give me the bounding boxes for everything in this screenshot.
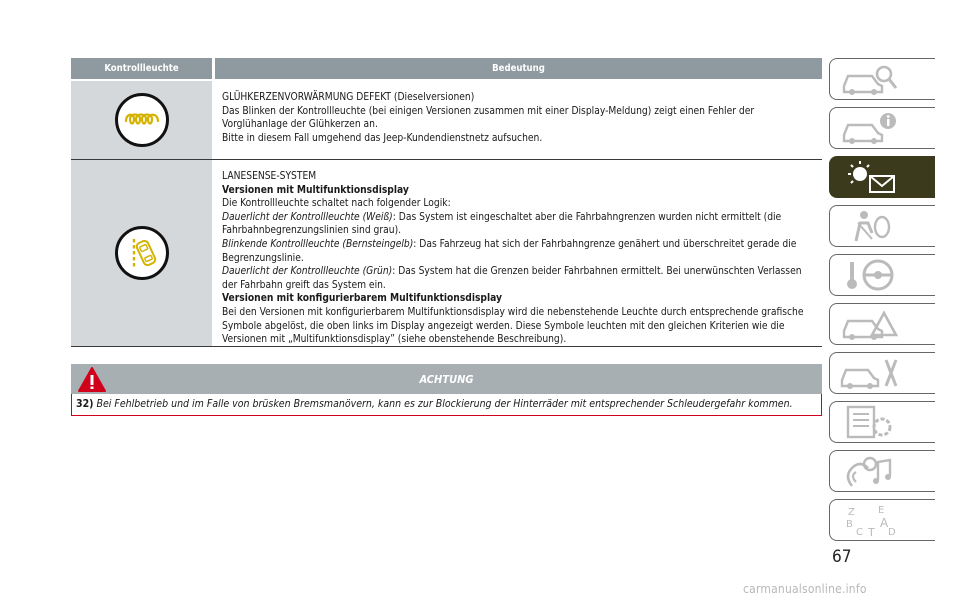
- page-number: 67: [832, 547, 852, 567]
- header-bedeutung: Bedeutung: [212, 58, 822, 79]
- emergency-icon: [838, 307, 902, 341]
- car-search-icon: [838, 62, 902, 96]
- tab-technical-data[interactable]: [829, 401, 935, 443]
- index-icon: [838, 503, 902, 537]
- svg-text:B: B: [846, 519, 853, 530]
- tab-maintenance[interactable]: [829, 352, 935, 394]
- row1-title: GLÜHKERZENVORWÄRMUNG DEFEKT (Dieselversionen): [222, 92, 475, 103]
- row2-text-2: Bei den Versionen mit konfigurierbarem Multifunktionsdisplay wird die nebenstehende Leuchte durch entsprechende grafische Symbole abgelöst, die oben links im Display angezeigt werden. Diese Symbole leuchten mit den gleichen Kriterien wie die Versionen mit „Multifunktionsdisplay” (siehe obenstehende Beschreibung).: [222, 306, 804, 346]
- car-info-icon: [838, 111, 902, 145]
- lanesense-icon: [125, 236, 159, 270]
- steering-start-icon: [838, 258, 902, 292]
- row1-line2: Bitte in diesem Fall umgehend das Jeep-Kundendienstnetz aufsuchen.: [222, 132, 543, 144]
- item-label: Blinkende Kontrollleuchte (Bernsteingelb): [222, 238, 414, 250]
- svg-text:T: T: [868, 526, 875, 537]
- table-row: [71, 81, 822, 160]
- row1-line1: Das Blinken der Kontrollleuchte (bei einigen Versionen zusammen mit einer Display-Meldung) zeigt einen Fehler der Vorglühanlage der Glühkerzen an.: [222, 105, 755, 131]
- table-row: [71, 160, 822, 347]
- glow-plug-icon: [124, 109, 160, 131]
- technical-data-icon: [838, 405, 902, 439]
- svg-text:E: E: [878, 505, 885, 516]
- item-label: Dauerlicht der Kontrollleuchte (Weiß): [222, 211, 393, 223]
- tab-car-info[interactable]: [829, 107, 935, 149]
- svg-text:C: C: [856, 527, 863, 537]
- row2-item-3: [222, 265, 816, 292]
- warning-lights-icon: [838, 160, 902, 194]
- tab-warning-lights[interactable]: [829, 156, 935, 198]
- warning-box: [71, 364, 822, 416]
- icon-cell: [71, 81, 212, 159]
- lanesense-lamp: [115, 226, 169, 280]
- tab-safety[interactable]: [829, 205, 935, 247]
- tab-multimedia[interactable]: [829, 450, 935, 492]
- row2-intro: Die Kontrollleuchte schaltet nach folgender Logik:: [222, 198, 451, 210]
- warning-text: Bei Fehlbetrieb und im Falle von brüsken Bremsmanövern, kann es zur Blockierung der Hinterräder mit entsprechender Schleudergefahr kommen.: [96, 398, 793, 410]
- safety-airbag-icon: [838, 209, 902, 243]
- row2-subheading-2: Versionen mit konfigurierbarem Multifunktionsdisplay: [222, 293, 502, 305]
- table-header: [71, 58, 822, 79]
- item-label: Dauerlicht der Kontrollleuchte (Grün): [222, 266, 393, 278]
- warning-body: [71, 394, 822, 416]
- row2-title: LANESENSE-SYSTEM: [222, 171, 317, 182]
- warning-title: ACHTUNG: [419, 372, 474, 386]
- svg-text:Z: Z: [848, 507, 855, 518]
- warning-header: [71, 364, 822, 394]
- warning-number: 32): [76, 398, 94, 410]
- item-text: : Das System hat die Grenzen beider Fahrbahnen ermittelt. Bei unerwünschten Verlassen der Fahrbahn greift das System ein.: [222, 266, 802, 291]
- tab-index[interactable]: [829, 499, 935, 541]
- glow-plug-lamp: [115, 93, 169, 147]
- warning-lights-table: [71, 58, 822, 347]
- warning-triangle-icon: [77, 366, 107, 393]
- item-text: : Das System ist eingeschaltet aber die Fahrbahngrenzen wurden nicht ermittelt (die Fahrbahnbegrenzungslinien sind grau).: [222, 211, 782, 237]
- row2-item-1: [222, 211, 816, 238]
- multimedia-icon: [838, 454, 902, 488]
- row2-item-2: [222, 238, 816, 265]
- icon-cell: [71, 160, 212, 346]
- header-kontrollleuchte: Kontrollleuchte: [104, 63, 179, 74]
- row2-subheading-1: Versionen mit Multifunktionsdisplay: [222, 184, 409, 196]
- tab-emergency[interactable]: [829, 303, 935, 345]
- item-text: : Das Fahrzeug hat sich der Fahrbahngrenze genähert und überschreitet gerade die Begrenzungslinie.: [222, 238, 797, 264]
- meaning-cell: [212, 160, 822, 346]
- svg-text:D: D: [888, 527, 896, 537]
- meaning-cell: [212, 81, 822, 159]
- maintenance-icon: [838, 356, 902, 390]
- svg-text:A: A: [880, 516, 889, 530]
- tab-car-search[interactable]: [829, 58, 935, 100]
- tab-starting-driving[interactable]: [829, 254, 935, 296]
- watermark: carmanualsonline.info: [743, 582, 867, 596]
